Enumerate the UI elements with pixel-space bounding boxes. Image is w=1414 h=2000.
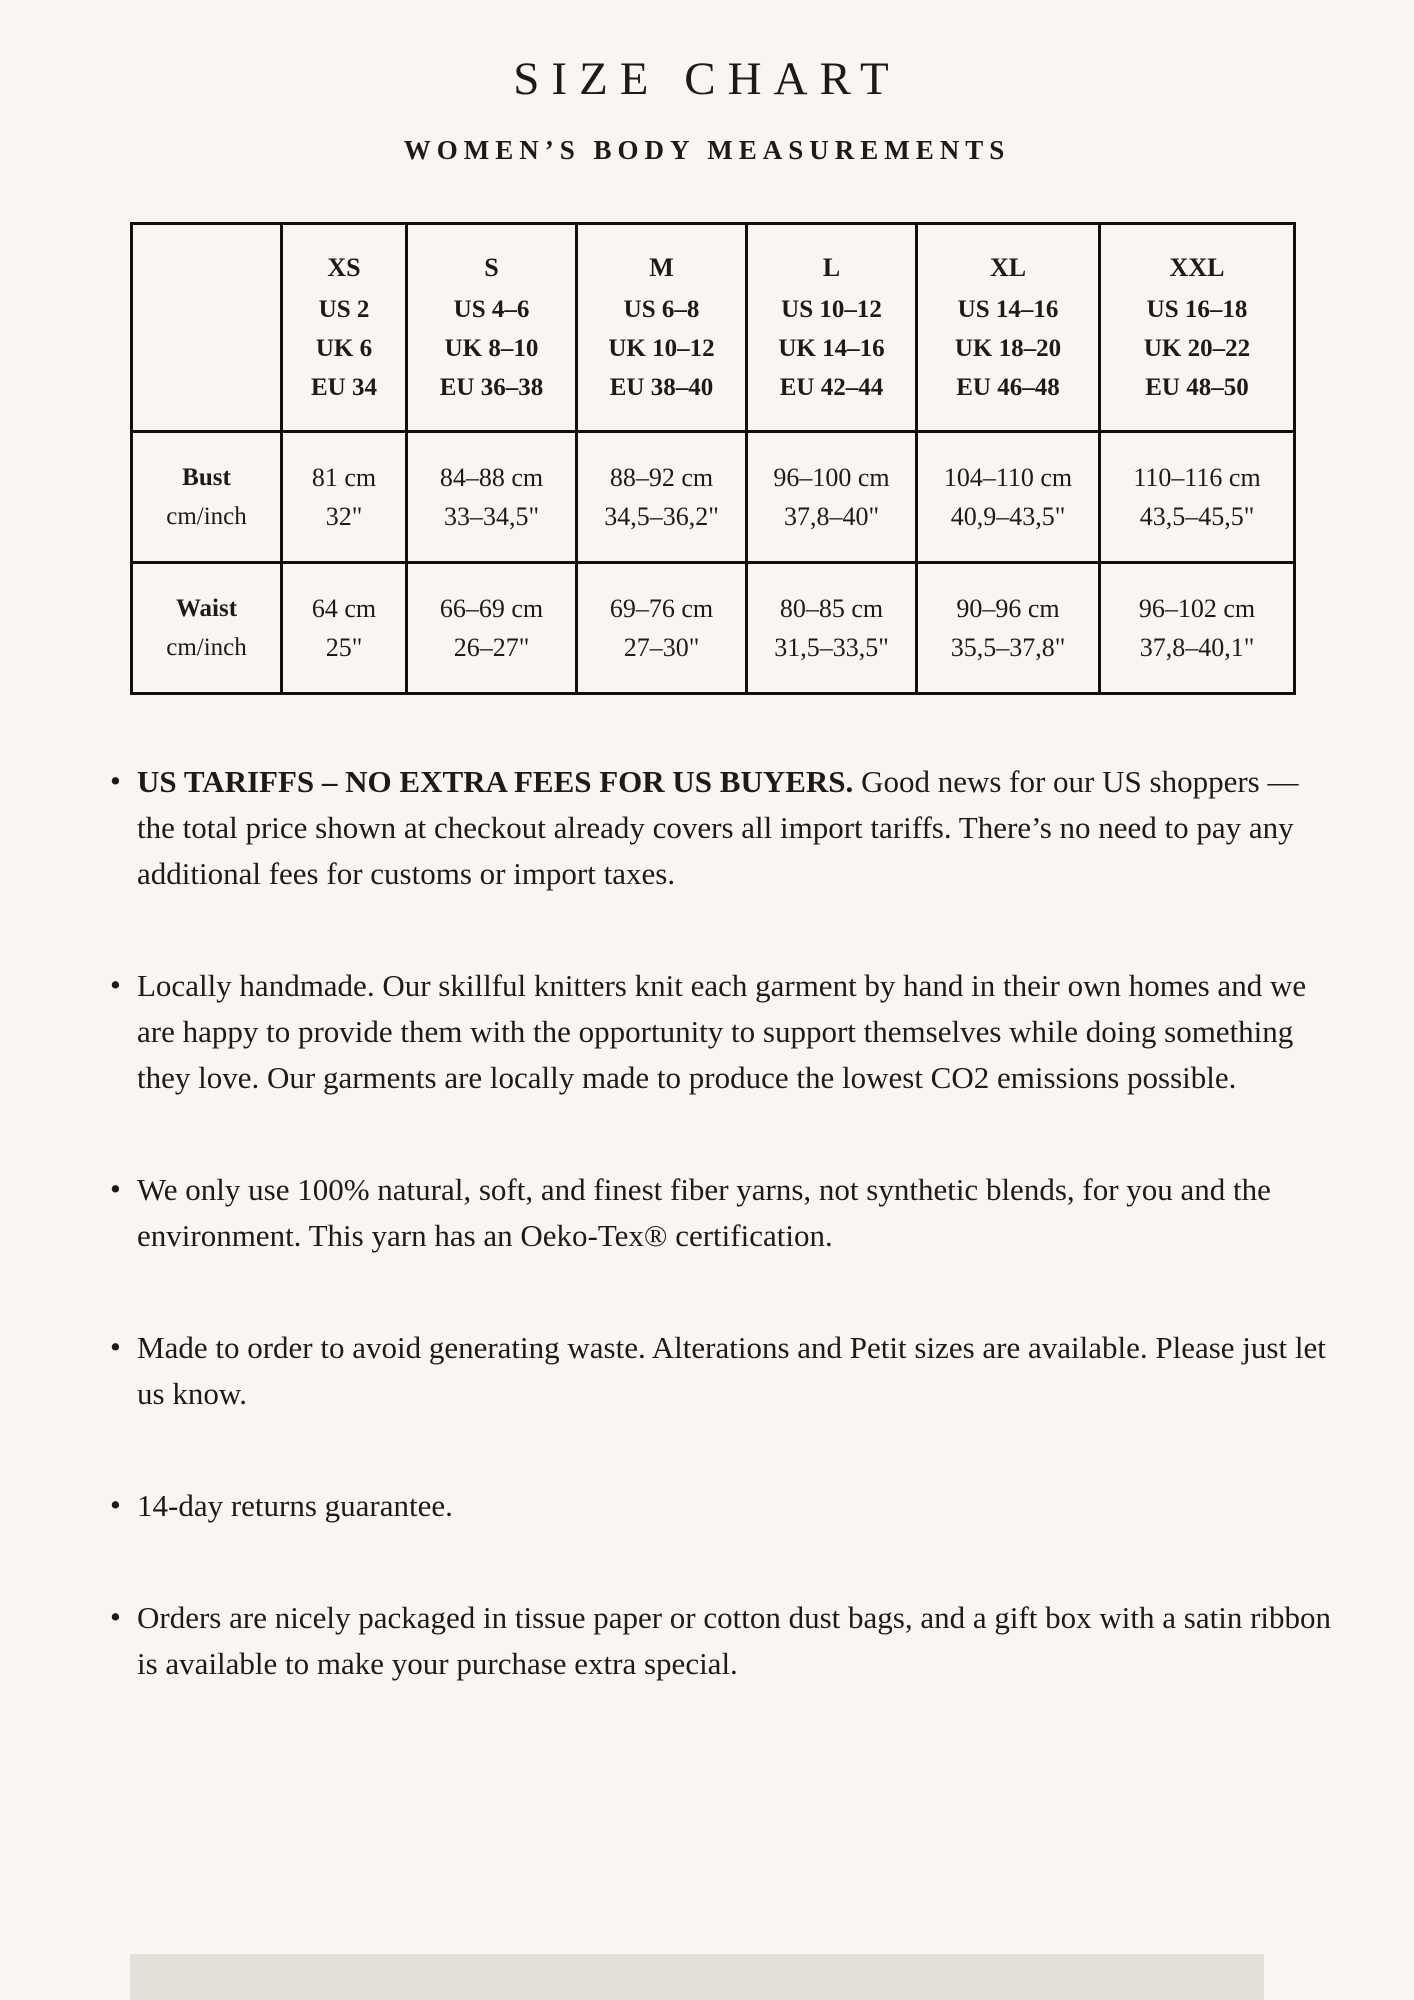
measurement-cell: [747, 432, 917, 563]
measurement-cell: [747, 563, 917, 694]
size-name: XXL: [1169, 253, 1225, 283]
measurement-cell: [1100, 563, 1295, 694]
bullet-item-locally-handmade: [110, 963, 1332, 1101]
size-eu: EU 36–38: [439, 374, 544, 402]
measurement-inch: 26–27": [453, 633, 530, 663]
row-unit: cm/inch: [166, 503, 247, 531]
bullet-text: 14-day returns guarantee.: [137, 1488, 453, 1524]
info-bullet-list: [0, 759, 1332, 1687]
size-uk: UK 6: [315, 335, 373, 363]
bullet-text: Orders are nicely packaged in tissue paper or cotton dust bags, and a gift box with a satin ribbon is available to make your purchase extra special.: [137, 1600, 1332, 1682]
size-us: US 6–8: [623, 296, 700, 324]
size-name: XL: [989, 253, 1027, 283]
measurement-cell: [917, 563, 1100, 694]
measurement-cm: 96–102 cm: [1138, 594, 1256, 624]
measurement-cell: [917, 432, 1100, 563]
size-chart-table: [130, 222, 1296, 695]
bullet-text: Made to order to avoid generating waste. Alterations and Petit sizes are available. Please just let us know.: [137, 1330, 1326, 1412]
measurement-inch: 31,5–33,5": [774, 633, 889, 663]
measurement-cm: 104–110 cm: [943, 463, 1073, 493]
row-label: Waist: [175, 595, 238, 623]
size-name: XS: [327, 253, 361, 283]
bust-row: [132, 432, 1295, 563]
bullet-text: Locally handmade. Our skillful knitters knit each garment by hand in their own homes and we are happy to provide them with the opportunity to support themselves while doing something they love. Our garments are locally made to produce the lowest CO2 emissions possible.: [137, 968, 1307, 1096]
size-eu: EU 42–44: [779, 374, 884, 402]
measurement-cm: 66–69 cm: [439, 594, 544, 624]
size-eu: EU 46–48: [956, 374, 1060, 402]
bullet-dot-icon: •: [110, 763, 121, 799]
measurement-inch: 37,8–40": [783, 502, 880, 532]
size-column-header: [407, 224, 577, 432]
measurement-cell: [282, 563, 407, 694]
size-eu: EU 34: [311, 374, 377, 402]
corner-cell: [132, 224, 282, 432]
size-eu: EU 38–40: [609, 374, 714, 402]
row-label-cell: [132, 563, 282, 694]
measurement-inch: 34,5–36,2": [604, 502, 719, 532]
page-subtitle: WOMEN’S BODY MEASUREMENTS: [403, 135, 1011, 166]
measurement-inch: 43,5–45,5": [1139, 502, 1255, 532]
bullet-item-us-tariffs: [110, 759, 1332, 897]
size-name: M: [649, 253, 674, 283]
measurement-inch: 33–34,5": [443, 502, 540, 532]
measurement-inch: 32": [325, 502, 363, 532]
size-column-header: [917, 224, 1100, 432]
measurement-cm: 81 cm: [311, 463, 377, 493]
size-us: US 14–16: [957, 296, 1059, 324]
bullet-item-packaging: [110, 1595, 1332, 1687]
size-column-header: [1100, 224, 1295, 432]
bullet-text: Good news for our US shoppers — the total price shown at checkout already covers all import tariffs. There’s no need to pay any additional fees for customs or import taxes.: [137, 764, 1299, 892]
bullet-dot-icon: •: [110, 1599, 121, 1635]
measurement-cell: [407, 563, 577, 694]
measurement-inch: 25": [325, 633, 363, 663]
measurement-cell: [1100, 432, 1295, 563]
measurement-cell: [577, 432, 747, 563]
bullet-item-made-to-order: [110, 1325, 1332, 1417]
size-name: L: [822, 253, 841, 283]
size-column-header: [747, 224, 917, 432]
measurement-cm: 84–88 cm: [439, 463, 544, 493]
size-uk: UK 18–20: [954, 335, 1062, 363]
measurement-inch: 37,8–40,1": [1139, 633, 1255, 663]
size-uk: UK 8–10: [444, 335, 539, 363]
size-column-header: [577, 224, 747, 432]
size-us: US 10–12: [781, 296, 882, 324]
bottom-section-strip: [130, 1954, 1264, 2000]
bullet-text: We only use 100% natural, soft, and finest fiber yarns, not synthetic blends, for you and the environment. This yarn has an Oeko-Tex® certification.: [137, 1172, 1271, 1254]
row-label-cell: [132, 432, 282, 563]
measurement-cm: 90–96 cm: [956, 594, 1060, 624]
bullet-dot-icon: •: [110, 1487, 121, 1523]
measurement-cell: [577, 563, 747, 694]
bullet-dot-icon: •: [110, 1329, 121, 1365]
size-us: US 4–6: [453, 296, 530, 324]
row-label: Bust: [182, 464, 231, 492]
measurement-cm: 80–85 cm: [779, 594, 884, 624]
row-unit: cm/inch: [166, 634, 247, 662]
bullet-item-natural-yarns: [110, 1167, 1332, 1259]
measurement-cell: [282, 432, 407, 563]
size-header-row: [132, 224, 1295, 432]
bullet-dot-icon: •: [110, 967, 121, 1003]
size-name: S: [484, 253, 499, 283]
size-us: US 2: [318, 296, 370, 324]
size-eu: EU 48–50: [1145, 374, 1249, 402]
bullet-item-returns: [110, 1483, 1332, 1529]
size-uk: UK 14–16: [778, 335, 885, 363]
measurement-cm: 69–76 cm: [609, 594, 714, 624]
measurement-inch: 40,9–43,5": [950, 502, 1066, 532]
page-title: SIZE CHART: [513, 53, 901, 105]
size-column-header: [282, 224, 407, 432]
measurement-inch: 27–30": [623, 633, 700, 663]
measurement-cm: 64 cm: [311, 594, 377, 624]
measurement-cell: [407, 432, 577, 563]
measurement-cm: 88–92 cm: [609, 463, 714, 493]
measurement-cm: 96–100 cm: [773, 463, 890, 493]
bullet-lead-text: US TARIFFS – NO EXTRA FEES FOR US BUYERS.: [137, 764, 862, 800]
size-uk: UK 10–12: [608, 335, 715, 363]
size-us: US 16–18: [1146, 296, 1248, 324]
measurement-cm: 110–116 cm: [1133, 463, 1261, 493]
bullet-dot-icon: •: [110, 1171, 121, 1207]
size-uk: UK 20–22: [1143, 335, 1251, 363]
measurement-inch: 35,5–37,8": [950, 633, 1066, 663]
waist-row: [132, 563, 1295, 694]
